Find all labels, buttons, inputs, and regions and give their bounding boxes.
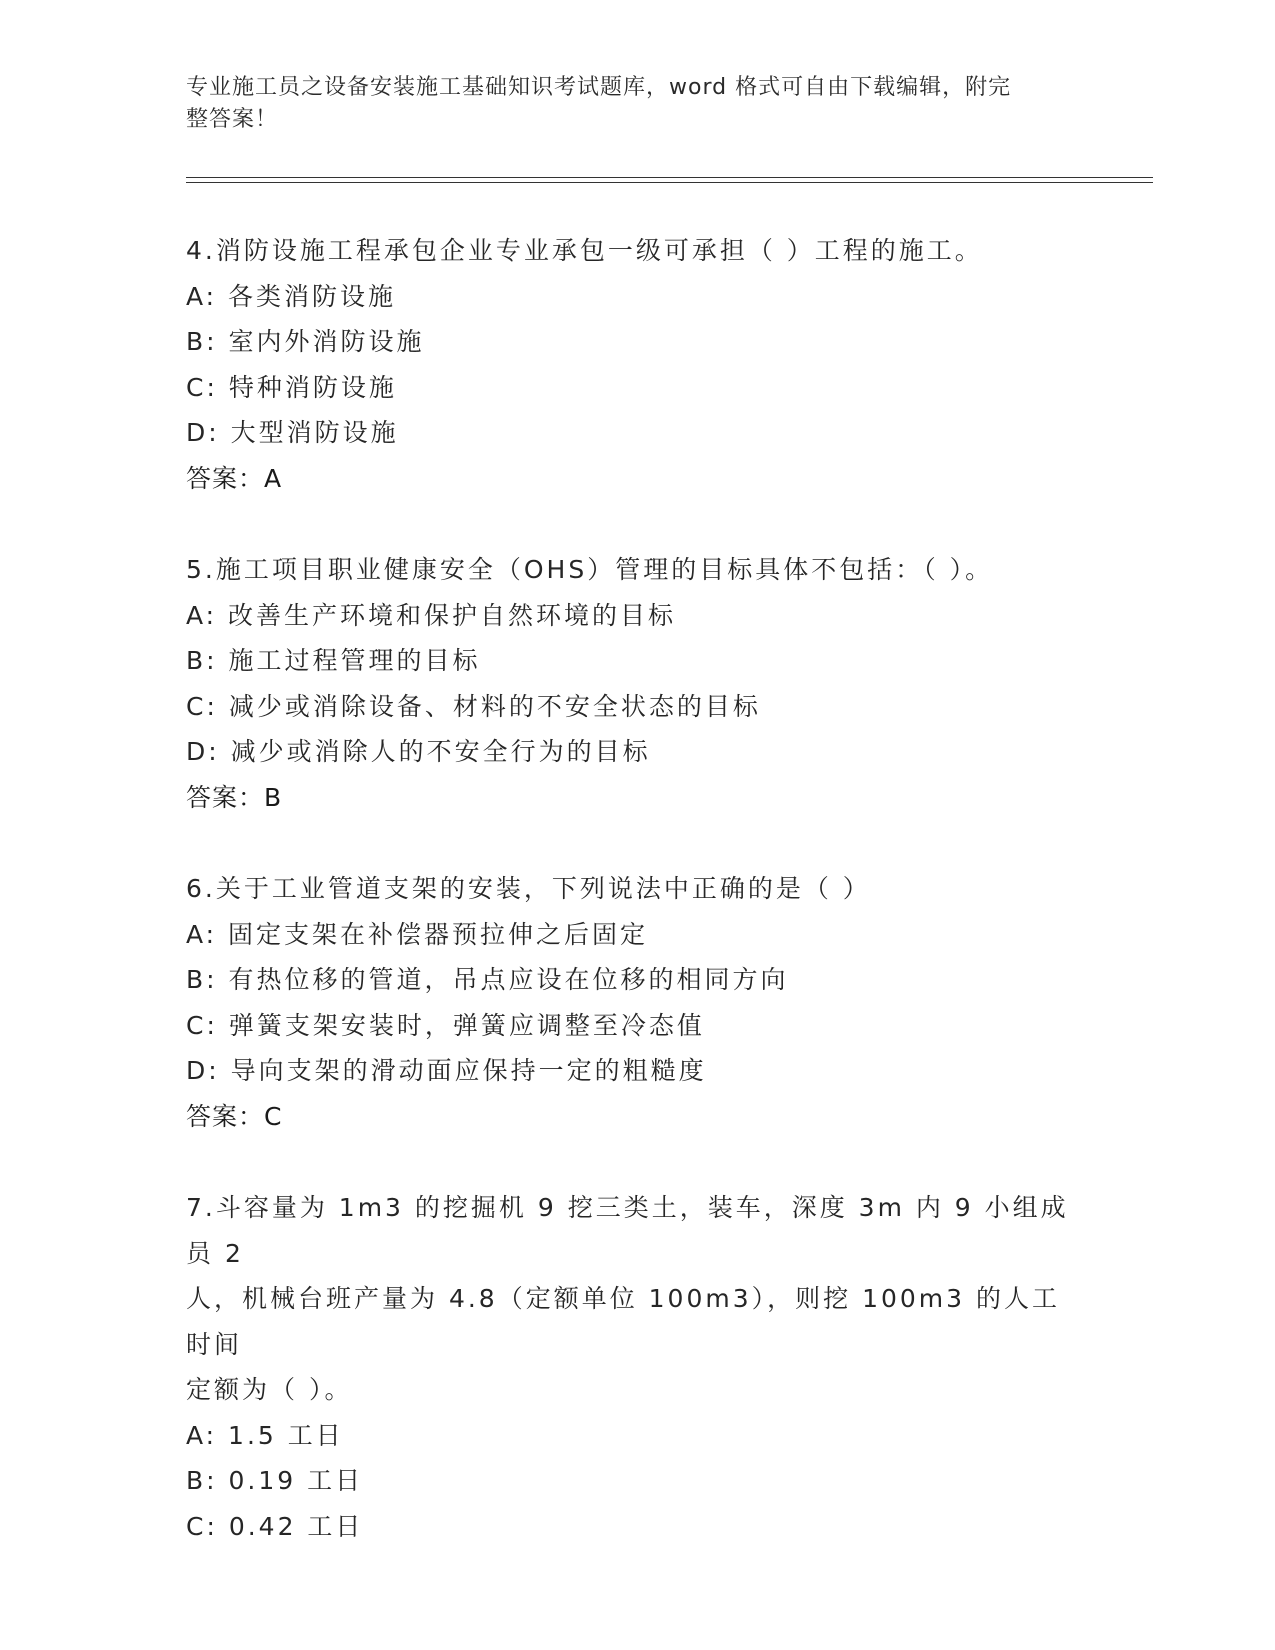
question-text-line: 定额为（ ）。 (186, 1375, 353, 1404)
option-b: B: 施工过程管理的目标 (186, 646, 481, 675)
header-divider-bottom (186, 182, 1153, 183)
option-d: D: 大型消防设施 (186, 418, 399, 447)
answer-label: 答案：C (186, 1101, 283, 1131)
option-a: A: 1.5 工日 (186, 1420, 344, 1450)
answer-label: 答案：A (186, 463, 283, 493)
option-a: A: 固定支架在补偿器预拉伸之后固定 (186, 919, 649, 949)
question-7 (186, 1185, 1086, 1549)
answer-label: 答案：B (186, 782, 283, 812)
option-c: C: 弹簧支架安装时，弹簧应调整至冷态值 (186, 1010, 705, 1040)
question-list (186, 228, 1086, 1595)
question-text-line: 4.消防设施工程承包企业专业承包一级可承担（ ）工程的施工。 (186, 236, 983, 265)
question-text (186, 1185, 1086, 1413)
header-line-2: 整答案！ (186, 107, 279, 132)
header-line-1: 专业施工员之设备安装施工基础知识考试题库，word 格式可自由下载编辑，附完 (186, 75, 1012, 100)
option-c: C: 0.42 工日 (186, 1511, 364, 1541)
option-a: A: 各类消防设施 (186, 281, 397, 311)
question-5 (186, 547, 1086, 820)
option-b: B: 0.19 工日 (186, 1466, 364, 1495)
question-text (186, 547, 1086, 593)
option-b: B: 室内外消防设施 (186, 327, 425, 356)
option-c: C: 减少或消除设备、材料的不安全状态的目标 (186, 691, 761, 721)
header-divider-top (186, 177, 1153, 178)
document-header (186, 72, 1066, 136)
question-4 (186, 228, 1086, 501)
question-6 (186, 866, 1086, 1139)
option-b: B: 有热位移的管道，吊点应设在位移的相同方向 (186, 965, 789, 994)
question-text-line: 5.施工项目职业健康安全（OHS）管理的目标具体不包括：（ ）。 (186, 555, 994, 584)
option-a: A: 改善生产环境和保护自然环境的目标 (186, 600, 677, 630)
question-text-line: 6.关于工业管道支架的安装，下列说法中正确的是（ ） (186, 874, 871, 903)
option-d: D: 导向支架的滑动面应保持一定的粗糙度 (186, 1056, 707, 1085)
question-text-line: 7.斗容量为 1m3 的挖掘机 9 挖三类土，装车，深度 3m 内 9 小组成员 2 (186, 1193, 1069, 1268)
question-text (186, 866, 1086, 912)
option-c: C: 特种消防设施 (186, 372, 397, 402)
question-text (186, 228, 1086, 274)
question-text-line: 人，机械台班产量为 4.8（定额单位 100m3），则挖 100m3 的人工时间 (186, 1284, 1060, 1359)
option-d: D: 减少或消除人的不安全行为的目标 (186, 737, 651, 766)
